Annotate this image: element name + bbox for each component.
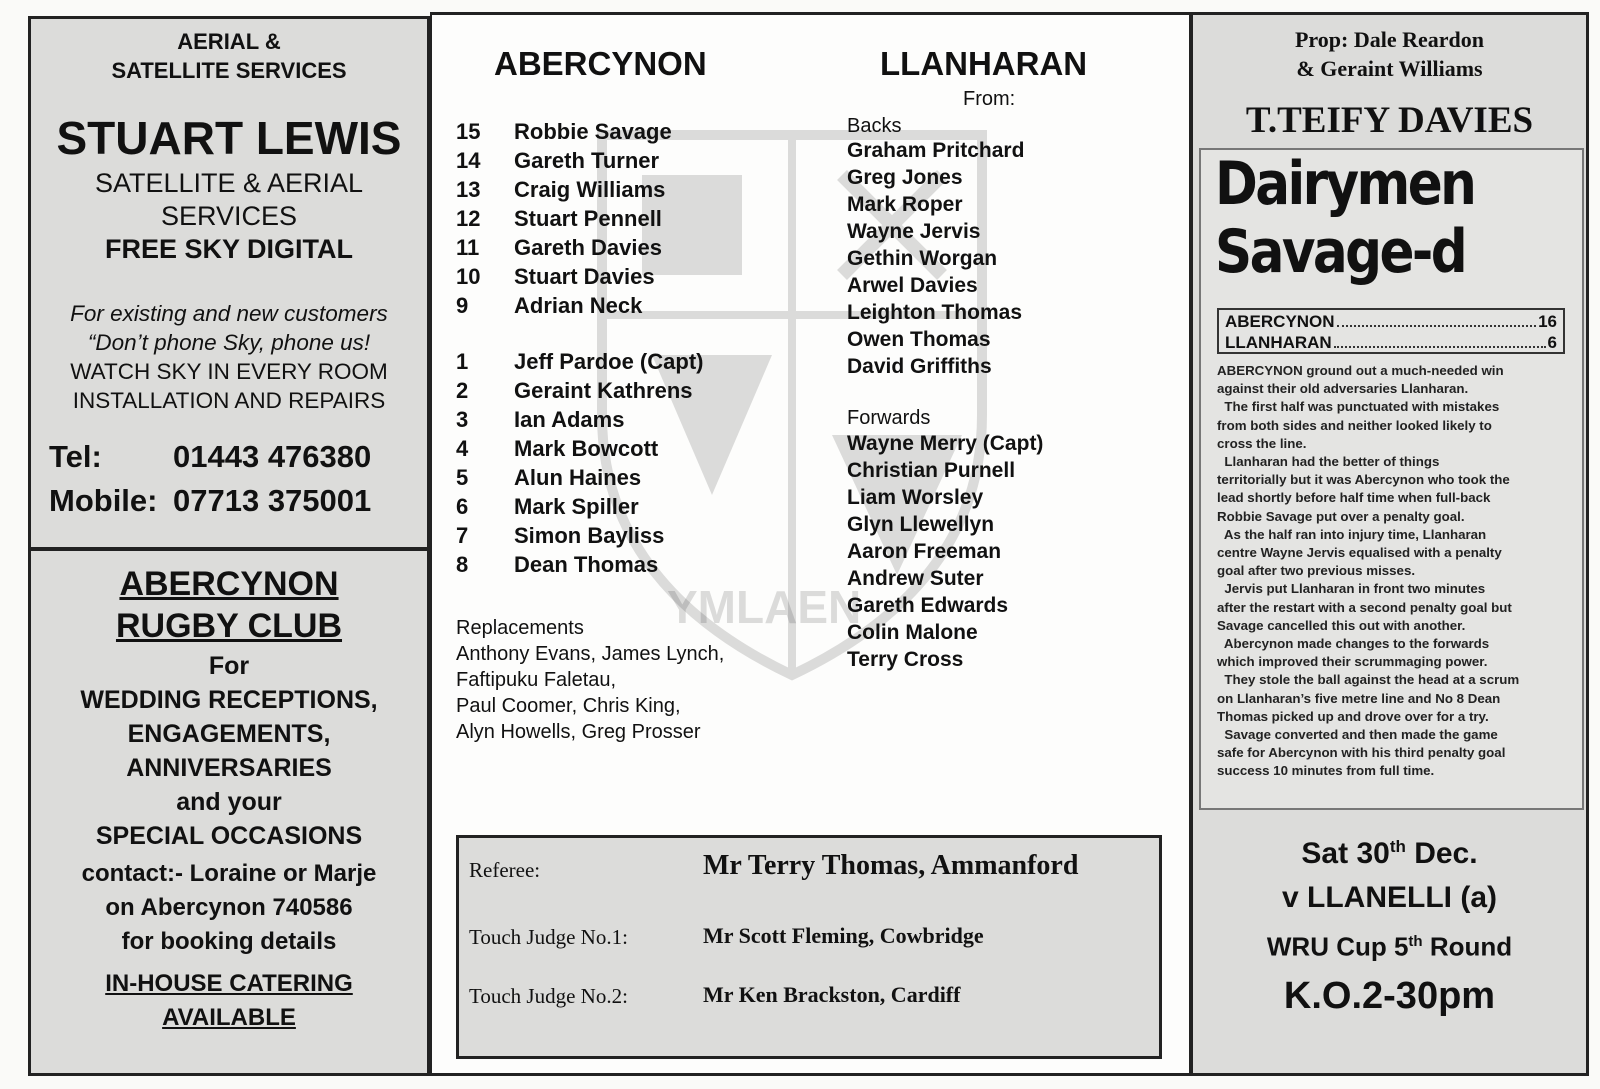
abercynon-heading: ABERCYNON <box>494 45 707 82</box>
ad-header-line2: SATELLITE SERVICES <box>111 58 347 83</box>
llanharan-player: Andrew Suter <box>847 567 984 590</box>
touch-judge-2-label: Touch Judge No.2: <box>469 984 628 1008</box>
mobile-label: Mobile: <box>49 483 158 518</box>
services-line2: SERVICES <box>160 201 298 231</box>
llanharan-player: Christian Purnell <box>847 459 1016 482</box>
replacements-line: Paul Coomer, Chris King, <box>456 695 681 717</box>
tel-label: Tel: <box>49 439 102 474</box>
services-line1: SATELLITE & AERIAL <box>94 168 364 198</box>
contact-line2: on Abercynon 740586 <box>105 894 353 921</box>
llanharan-player: Wayne Merry (Capt) <box>847 432 1044 455</box>
llanharan-player: David Griffiths <box>847 355 992 378</box>
tel-number: 01443 476380 <box>173 439 372 474</box>
club-for: For <box>208 652 250 680</box>
club-title-line2: RUGBY CLUB <box>115 607 343 645</box>
satellite-advert <box>28 16 430 550</box>
player-row: 8 Dean Thomas <box>456 552 659 577</box>
replacements-label: Replacements <box>456 617 584 639</box>
referee-name: Mr Terry Thomas, Ammanford <box>703 850 1079 881</box>
llanharan-player: Greg Jones <box>847 166 963 189</box>
score-away-team: LLANHARAN <box>1225 333 1332 352</box>
mobile-number: 07713 375001 <box>173 483 372 518</box>
player-row: 10 Stuart Davies <box>456 264 655 289</box>
replacements-line: Anthony Evans, James Lynch, <box>456 643 725 665</box>
player-row: 13 Craig Williams <box>456 177 666 202</box>
player-row: 3 Ian Adams <box>456 407 625 432</box>
newspaper-clipping <box>1199 148 1584 810</box>
from-label: From: <box>963 88 1016 110</box>
sponsor-name: T.TEIFY DAVIES <box>1245 100 1534 141</box>
player-row: 7 Simon Bayliss <box>456 523 665 548</box>
score-home-team: ABERCYNON <box>1225 312 1335 331</box>
touch-judge-1-label: Touch Judge No.1: <box>469 925 628 949</box>
club-line5: SPECIAL OCCASIONS <box>95 822 363 850</box>
player-row: 9 Adrian Neck <box>456 293 643 318</box>
llanharan-player: Terry Cross <box>847 648 964 671</box>
contact-line1: contact:- Loraine or Marje <box>81 860 377 887</box>
llanharan-player: Aaron Freeman <box>847 540 1002 563</box>
ad-header-line1: AERIAL & <box>177 29 281 54</box>
llanharan-player: Colin Malone <box>847 621 978 644</box>
player-row: 6 Mark Spiller <box>456 494 639 519</box>
team-sheet <box>430 12 1191 1076</box>
headline-line2: Savage-d <box>1215 217 1466 287</box>
match-officials-box <box>456 835 1162 1059</box>
llanharan-player: Graham Pritchard <box>847 139 1025 162</box>
italic-line2: “Don’t phone Sky, phone us! <box>87 330 371 355</box>
player-row: 14 Gareth Turner <box>456 148 660 173</box>
player-row: 11 Gareth Davies <box>456 235 662 260</box>
referee-label: Referee: <box>469 858 541 882</box>
fixture-opponent: v LLANELLI (a) <box>1282 881 1497 914</box>
fixture-date: Sat 30th Dec. <box>1301 837 1478 870</box>
watermark-text: YMLAEN <box>667 581 862 633</box>
club-line1: WEDDING RECEPTIONS, <box>80 686 378 714</box>
llanharan-player: Arwel Davies <box>847 274 978 297</box>
llanharan-player: Liam Worsley <box>847 486 984 509</box>
fixture-competition: WRU Cup 5th Round <box>1266 931 1513 962</box>
player-row: 15 Robbie Savage <box>456 119 672 144</box>
replacements-line: Alyn Howells, Greg Prosser <box>456 721 701 743</box>
club-advert <box>28 548 430 1076</box>
contact-line3: for booking details <box>121 928 337 955</box>
player-row: 2 Geraint Kathrens <box>456 378 693 403</box>
italic-line1: For existing and new customers <box>70 301 388 326</box>
player-row: 1 Jeff Pardoe (Capt) <box>456 349 704 374</box>
llanharan-heading: LLANHARAN <box>880 45 1088 82</box>
match-report: ABERCYNON ground out a much-needed win against their old adversaries Llanharan. The first half was punctuated with mistakes from both sides and neither looked likely to cross the line. Llanharan had the better of things territorially but it was Abercynon who took the lead shortly before half time when full-back Robbie Savage put over a penalty goal. As the half ran into injury time, Llanharan centre Wayne Jervis equalised with a penalty goal after two previous misses. Jervis put Llanharan in front two minutes after the restart with a second penalty goal but Savage cancelled this out with another. Abercynon made changes to the forwards which improved their scrummaging power. They stole the ball against the head at a scrum on Llanharan’s five metre line and No 8 Dean Thomas picked up and drove over for a try. Savage converted and then made the game safe for Abercynon with his third penalty goal success 10 minutes from full time. <box>1217 363 1520 779</box>
backs-label: Backs <box>847 115 902 137</box>
club-line3: ANNIVERSARIES <box>126 754 332 782</box>
llanharan-player: Mark Roper <box>847 193 963 216</box>
forwards-label: Forwards <box>847 407 931 429</box>
catering-line1: IN-HOUSE CATERING <box>105 970 353 997</box>
proprietor-line1: Prop: Dale Reardon <box>1294 27 1485 52</box>
watch-sky-line: WATCH SKY IN EVERY ROOM <box>70 359 388 384</box>
score-home: 16 <box>1538 312 1557 331</box>
player-row: 4 Mark Bowcott <box>456 436 659 461</box>
score-away: 6 <box>1547 333 1557 352</box>
touch-judge-1-name: Mr Scott Fleming, Cowbridge <box>703 923 984 948</box>
llanharan-player: Gethin Worgan <box>847 247 998 270</box>
club-line4: and your <box>176 788 282 816</box>
replacements-line: Faftipuku Faletau, <box>456 669 617 691</box>
free-sky-line: FREE SKY DIGITAL <box>104 234 354 264</box>
llanharan-player: Gareth Edwards <box>847 594 1009 617</box>
install-line: INSTALLATION AND REPAIRS <box>72 388 386 413</box>
fixture-kickoff: K.O.2-30pm <box>1283 974 1496 1017</box>
player-row: 5 Alun Haines <box>456 465 642 490</box>
llanharan-player: Owen Thomas <box>847 328 991 351</box>
score-box <box>1217 308 1565 354</box>
advertiser-name: STUART LEWIS <box>56 112 402 164</box>
llanharan-player: Wayne Jervis <box>847 220 981 243</box>
headline-line1: Dairymen <box>1215 149 1475 219</box>
proprietor-line2: & Geraint Williams <box>1296 56 1483 81</box>
player-row: 12 Stuart Pennell <box>456 206 662 231</box>
club-title-line1: ABERCYNON <box>119 565 339 603</box>
llanharan-player: Glyn Llewellyn <box>847 513 995 536</box>
club-line2: ENGAGEMENTS, <box>127 720 331 748</box>
touch-judge-2-name: Mr Ken Brackston, Cardiff <box>703 982 961 1007</box>
right-column <box>1191 12 1589 1076</box>
llanharan-player: Leighton Thomas <box>847 301 1022 324</box>
catering-line2: AVAILABLE <box>162 1004 296 1031</box>
